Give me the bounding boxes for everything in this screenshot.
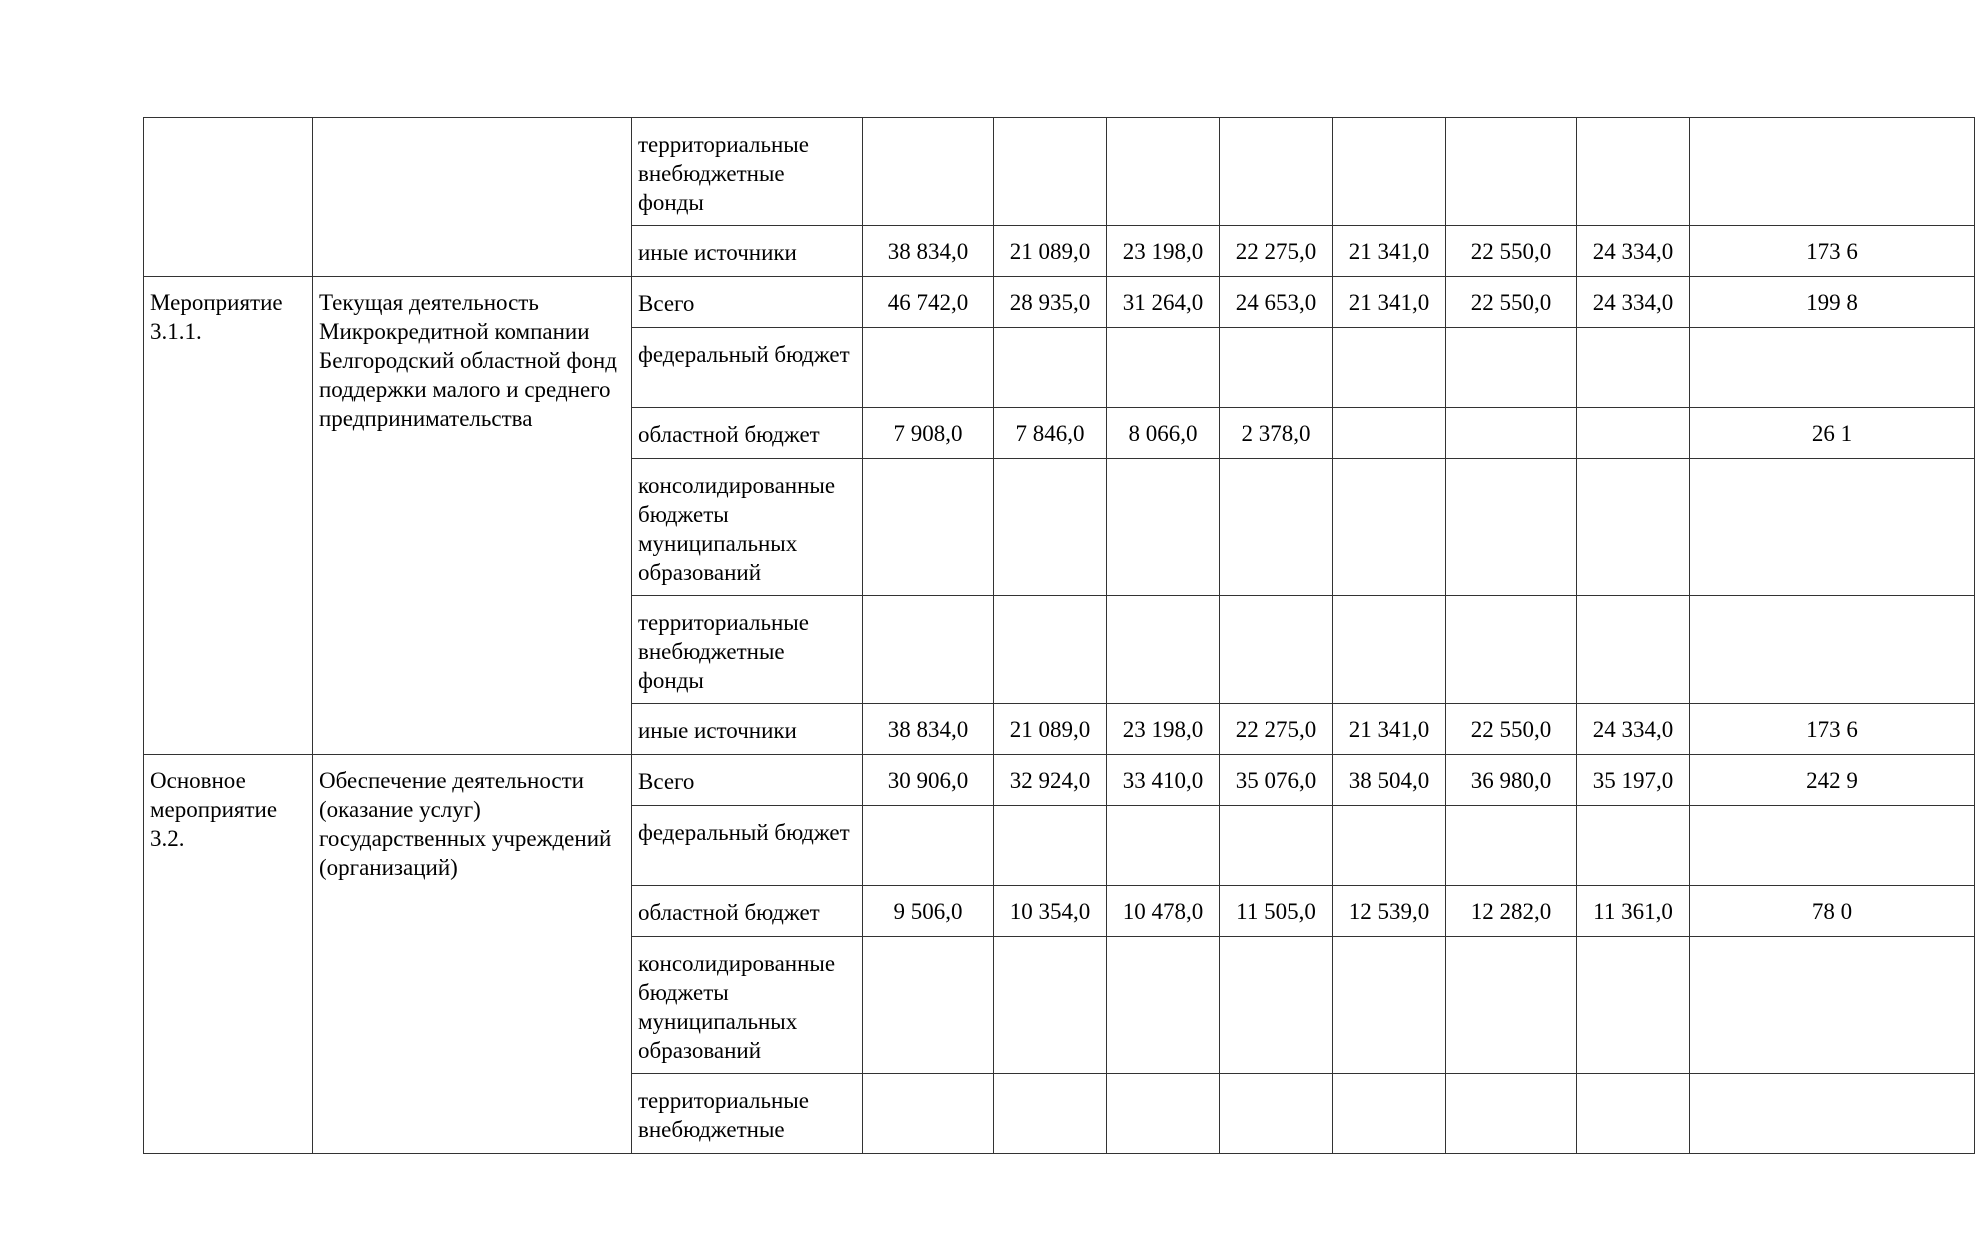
value-cell [1333, 596, 1446, 704]
value-cell: 23 198,0 [1107, 226, 1220, 277]
value-cell [1107, 806, 1220, 886]
value-cell: 21 341,0 [1333, 226, 1446, 277]
value-cell [1220, 806, 1333, 886]
source-cell: иные источники [632, 226, 863, 277]
value-cell [1690, 596, 1975, 704]
value-cell: 8 066,0 [1107, 408, 1220, 459]
value-cell [1333, 937, 1446, 1074]
value-cell [1220, 328, 1333, 408]
value-cell: 173 6 [1690, 226, 1975, 277]
value-cell [1446, 328, 1577, 408]
value-cell [1577, 596, 1690, 704]
value-cell [1690, 118, 1975, 226]
value-cell [994, 596, 1107, 704]
value-cell: 10 354,0 [994, 886, 1107, 937]
value-cell [1577, 937, 1690, 1074]
value-cell: 35 076,0 [1220, 755, 1333, 806]
value-cell [1446, 459, 1577, 596]
value-cell: 30 906,0 [863, 755, 994, 806]
value-cell: 24 653,0 [1220, 277, 1333, 328]
value-cell [1577, 459, 1690, 596]
value-cell [1333, 459, 1446, 596]
value-cell: 7 846,0 [994, 408, 1107, 459]
value-cell [1220, 596, 1333, 704]
value-cell [1220, 118, 1333, 226]
table-row [144, 755, 1975, 806]
activity-name: Обеспечение деятельности (оказание услуг) государственных учреждений (организаций) [313, 755, 632, 1154]
source-cell: территориальные внебюджетные [632, 1074, 863, 1154]
source-cell: консолидированные бюджеты муниципальных образований [632, 937, 863, 1074]
value-cell [1446, 408, 1577, 459]
activity-name: Текущая деятельность Микрокредитной компании Белгородский областной фонд поддержки малого и среднего предпринимательства [313, 277, 632, 755]
value-cell: 199 8 [1690, 277, 1975, 328]
value-cell: 21 341,0 [1333, 704, 1446, 755]
value-cell [1446, 806, 1577, 886]
value-cell: 46 742,0 [863, 277, 994, 328]
source-cell: областной бюджет [632, 886, 863, 937]
value-cell: 32 924,0 [994, 755, 1107, 806]
value-cell [1446, 1074, 1577, 1154]
value-cell [1690, 328, 1975, 408]
value-cell: 22 550,0 [1446, 277, 1577, 328]
value-cell [994, 937, 1107, 1074]
activity-code: Основное мероприятие 3.2. [144, 755, 313, 1154]
value-cell [1220, 459, 1333, 596]
value-cell [863, 806, 994, 886]
activity-code: Мероприятие 3.1.1. [144, 277, 313, 755]
source-cell: территориальные внебюджетные фонды [632, 118, 863, 226]
value-cell [1333, 408, 1446, 459]
source-cell: федеральный бюджет [632, 328, 863, 408]
table-row [144, 277, 1975, 328]
value-cell: 35 197,0 [1577, 755, 1690, 806]
value-cell [863, 328, 994, 408]
source-cell: территориальные внебюджетные фонды [632, 596, 863, 704]
value-cell [994, 806, 1107, 886]
value-cell: 22 550,0 [1446, 704, 1577, 755]
value-cell [1446, 937, 1577, 1074]
value-cell: 11 505,0 [1220, 886, 1333, 937]
value-cell: 78 0 [1690, 886, 1975, 937]
value-cell: 12 282,0 [1446, 886, 1577, 937]
value-cell [1107, 937, 1220, 1074]
value-cell [1333, 118, 1446, 226]
value-cell: 7 908,0 [863, 408, 994, 459]
value-cell: 9 506,0 [863, 886, 994, 937]
value-cell [863, 937, 994, 1074]
source-cell: Всего [632, 277, 863, 328]
value-cell [1577, 328, 1690, 408]
value-cell: 242 9 [1690, 755, 1975, 806]
value-cell: 24 334,0 [1577, 704, 1690, 755]
value-cell [994, 328, 1107, 408]
value-cell: 38 834,0 [863, 226, 994, 277]
value-cell [863, 596, 994, 704]
funding-table [143, 117, 1975, 1154]
value-cell [1333, 1074, 1446, 1154]
value-cell: 28 935,0 [994, 277, 1107, 328]
value-cell [1690, 1074, 1975, 1154]
value-cell: 24 334,0 [1577, 226, 1690, 277]
value-cell [1577, 118, 1690, 226]
value-cell: 22 550,0 [1446, 226, 1577, 277]
value-cell: 23 198,0 [1107, 704, 1220, 755]
value-cell [1107, 596, 1220, 704]
source-cell: иные источники [632, 704, 863, 755]
value-cell: 31 264,0 [1107, 277, 1220, 328]
value-cell [1690, 937, 1975, 1074]
value-cell: 21 089,0 [994, 704, 1107, 755]
value-cell: 38 504,0 [1333, 755, 1446, 806]
value-cell: 26 1 [1690, 408, 1975, 459]
value-cell: 22 275,0 [1220, 704, 1333, 755]
value-cell: 173 6 [1690, 704, 1975, 755]
value-cell [1446, 596, 1577, 704]
value-cell: 33 410,0 [1107, 755, 1220, 806]
value-cell [1220, 937, 1333, 1074]
value-cell [1220, 1074, 1333, 1154]
value-cell [1107, 328, 1220, 408]
empty-name-cell [313, 118, 632, 277]
value-cell [1690, 806, 1975, 886]
value-cell [1446, 118, 1577, 226]
value-cell: 12 539,0 [1333, 886, 1446, 937]
value-cell [1107, 459, 1220, 596]
source-cell: областной бюджет [632, 408, 863, 459]
value-cell: 36 980,0 [1446, 755, 1577, 806]
value-cell [994, 1074, 1107, 1154]
value-cell: 22 275,0 [1220, 226, 1333, 277]
empty-code-cell [144, 118, 313, 277]
value-cell [863, 1074, 994, 1154]
value-cell [994, 118, 1107, 226]
value-cell: 38 834,0 [863, 704, 994, 755]
value-cell [1107, 118, 1220, 226]
value-cell: 2 378,0 [1220, 408, 1333, 459]
value-cell: 11 361,0 [1577, 886, 1690, 937]
value-cell: 10 478,0 [1107, 886, 1220, 937]
source-cell: консолидированные бюджеты муниципальных образований [632, 459, 863, 596]
value-cell [1577, 806, 1690, 886]
value-cell [1690, 459, 1975, 596]
source-cell: Всего [632, 755, 863, 806]
value-cell [1577, 408, 1690, 459]
value-cell [994, 459, 1107, 596]
value-cell [863, 459, 994, 596]
value-cell: 21 089,0 [994, 226, 1107, 277]
value-cell [863, 118, 994, 226]
source-cell: федеральный бюджет [632, 806, 863, 886]
value-cell [1333, 806, 1446, 886]
value-cell [1333, 328, 1446, 408]
value-cell: 21 341,0 [1333, 277, 1446, 328]
table-row [144, 118, 1975, 226]
value-cell: 24 334,0 [1577, 277, 1690, 328]
value-cell [1577, 1074, 1690, 1154]
value-cell [1107, 1074, 1220, 1154]
